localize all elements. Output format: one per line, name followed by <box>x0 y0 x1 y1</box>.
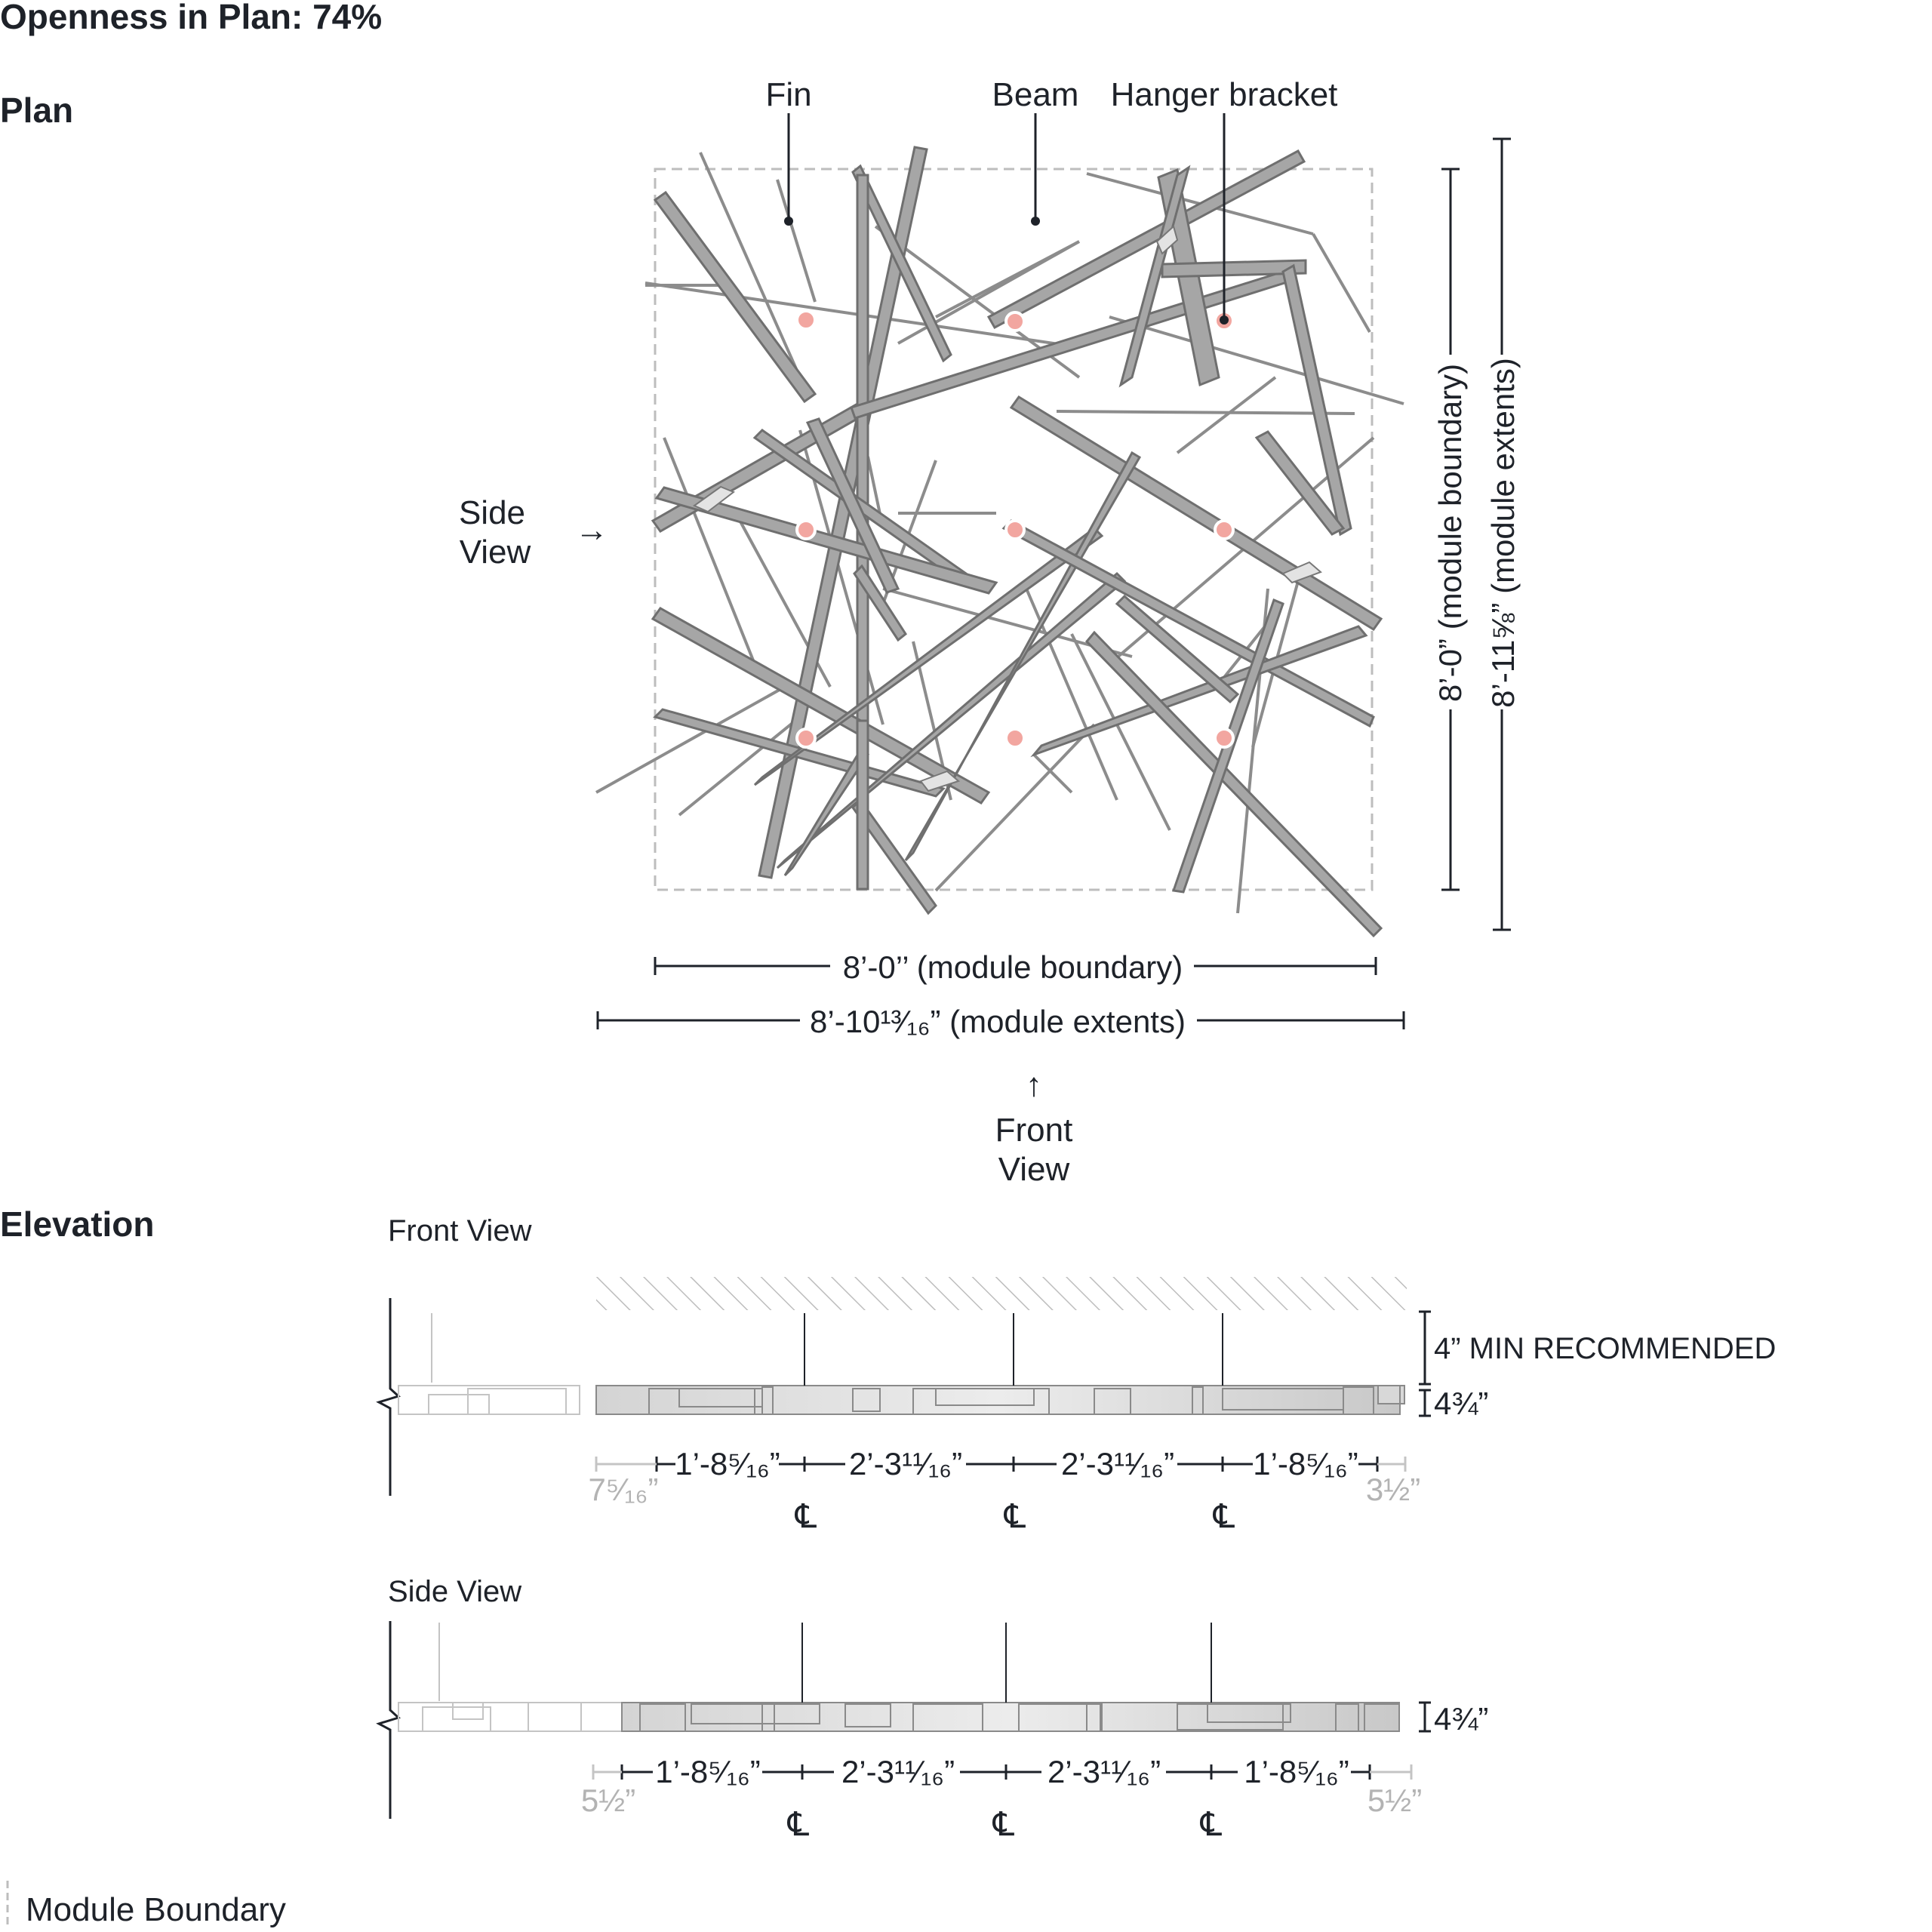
front-view-label-line1: Front <box>995 1112 1073 1149</box>
front-dim-0: 7⁵⁄₁₆” <box>588 1472 659 1507</box>
hanger-callout-label: Hanger bracket <box>1110 76 1338 113</box>
plan-callouts <box>784 113 1229 325</box>
hanger-bracket-dot <box>1006 312 1024 331</box>
side-view-label-line1: Side <box>458 494 526 531</box>
side-view-title: Side View <box>388 1575 522 1608</box>
height-extents-dim: 8’-11⅝” (module extents) <box>1485 358 1521 708</box>
height-boundary-dim: 8’-0” (module boundary) <box>1432 363 1468 703</box>
front-view-title: Front View <box>388 1214 532 1247</box>
side-wall-break-line <box>379 1621 398 1819</box>
hanger-bracket-dot <box>1006 521 1024 539</box>
side-centerline-1: ℄ <box>787 1806 810 1843</box>
legend-module-boundary-label: Module Boundary <box>26 1891 286 1928</box>
side-dim-3: 2’-3¹¹⁄₁₆” <box>1047 1754 1161 1789</box>
side-centerline-3: ℄ <box>1200 1806 1223 1843</box>
beams <box>653 147 1381 936</box>
front-depth-dim: 4¾” <box>1434 1386 1489 1421</box>
hanger-bracket-dot <box>797 729 815 747</box>
beam-callout-label: Beam <box>992 76 1079 113</box>
front-view-label-line2: View <box>998 1151 1070 1188</box>
side-depth-dim: 4¾” <box>1434 1701 1489 1737</box>
width-extents-dim: 8’-10¹³⁄₁₆” (module extents) <box>810 1004 1186 1039</box>
front-centerline-1: ℄ <box>795 1498 817 1535</box>
width-boundary-dim: 8’-0’’ (module boundary) <box>842 949 1183 985</box>
ceiling-hatch <box>596 1277 1407 1310</box>
front-view-elevation <box>379 1214 1776 1535</box>
front-dim-3: 2’-3¹¹⁄₁₆” <box>1060 1446 1175 1481</box>
front-centerline-2: ℄ <box>1004 1498 1026 1535</box>
side-dim-4: 1’-8⁵⁄₁₆” <box>1244 1754 1349 1789</box>
side-dim-0: 5½” <box>580 1783 636 1818</box>
side-centerline-2: ℄ <box>992 1806 1015 1843</box>
plan-drawing <box>459 76 1521 1188</box>
front-clearance-label: 4” MIN RECOMMENDED <box>1434 1332 1777 1365</box>
side-dim-2: 2’-3¹¹⁄₁₆” <box>841 1754 955 1789</box>
plan-heading: Plan <box>0 91 74 130</box>
wall-break-line <box>379 1298 398 1496</box>
openness-heading: Openness in Plan: 74% <box>0 0 383 36</box>
side-dim-5: 5½” <box>1367 1783 1423 1818</box>
front-dim-5: 3½” <box>1365 1472 1421 1507</box>
hanger-bracket-dot <box>797 521 815 539</box>
front-dim-2: 2’-3¹¹⁄₁₆” <box>848 1446 963 1481</box>
side-view-arrow: → <box>575 512 608 549</box>
hanger-bracket-dot <box>1215 521 1233 539</box>
front-view-arrow: ↑ <box>1026 1066 1042 1103</box>
hanger-bracket-dot <box>797 311 815 329</box>
side-view-elevation <box>379 1575 1488 1843</box>
front-dim-1: 1’-8⁵⁄₁₆” <box>675 1446 780 1481</box>
side-dim-1: 1’-8⁵⁄₁₆” <box>655 1754 761 1789</box>
front-dim-4: 1’-8⁵⁄₁₆” <box>1253 1446 1358 1481</box>
side-view-label-line2: View <box>459 534 531 571</box>
elevation-heading: Elevation <box>0 1204 155 1244</box>
hanger-bracket-dot <box>1215 729 1233 747</box>
fin-callout-label: Fin <box>765 76 812 113</box>
front-centerline-3: ℄ <box>1213 1498 1235 1535</box>
hanger-bracket-dot <box>1006 729 1024 747</box>
legend <box>8 1881 286 1929</box>
